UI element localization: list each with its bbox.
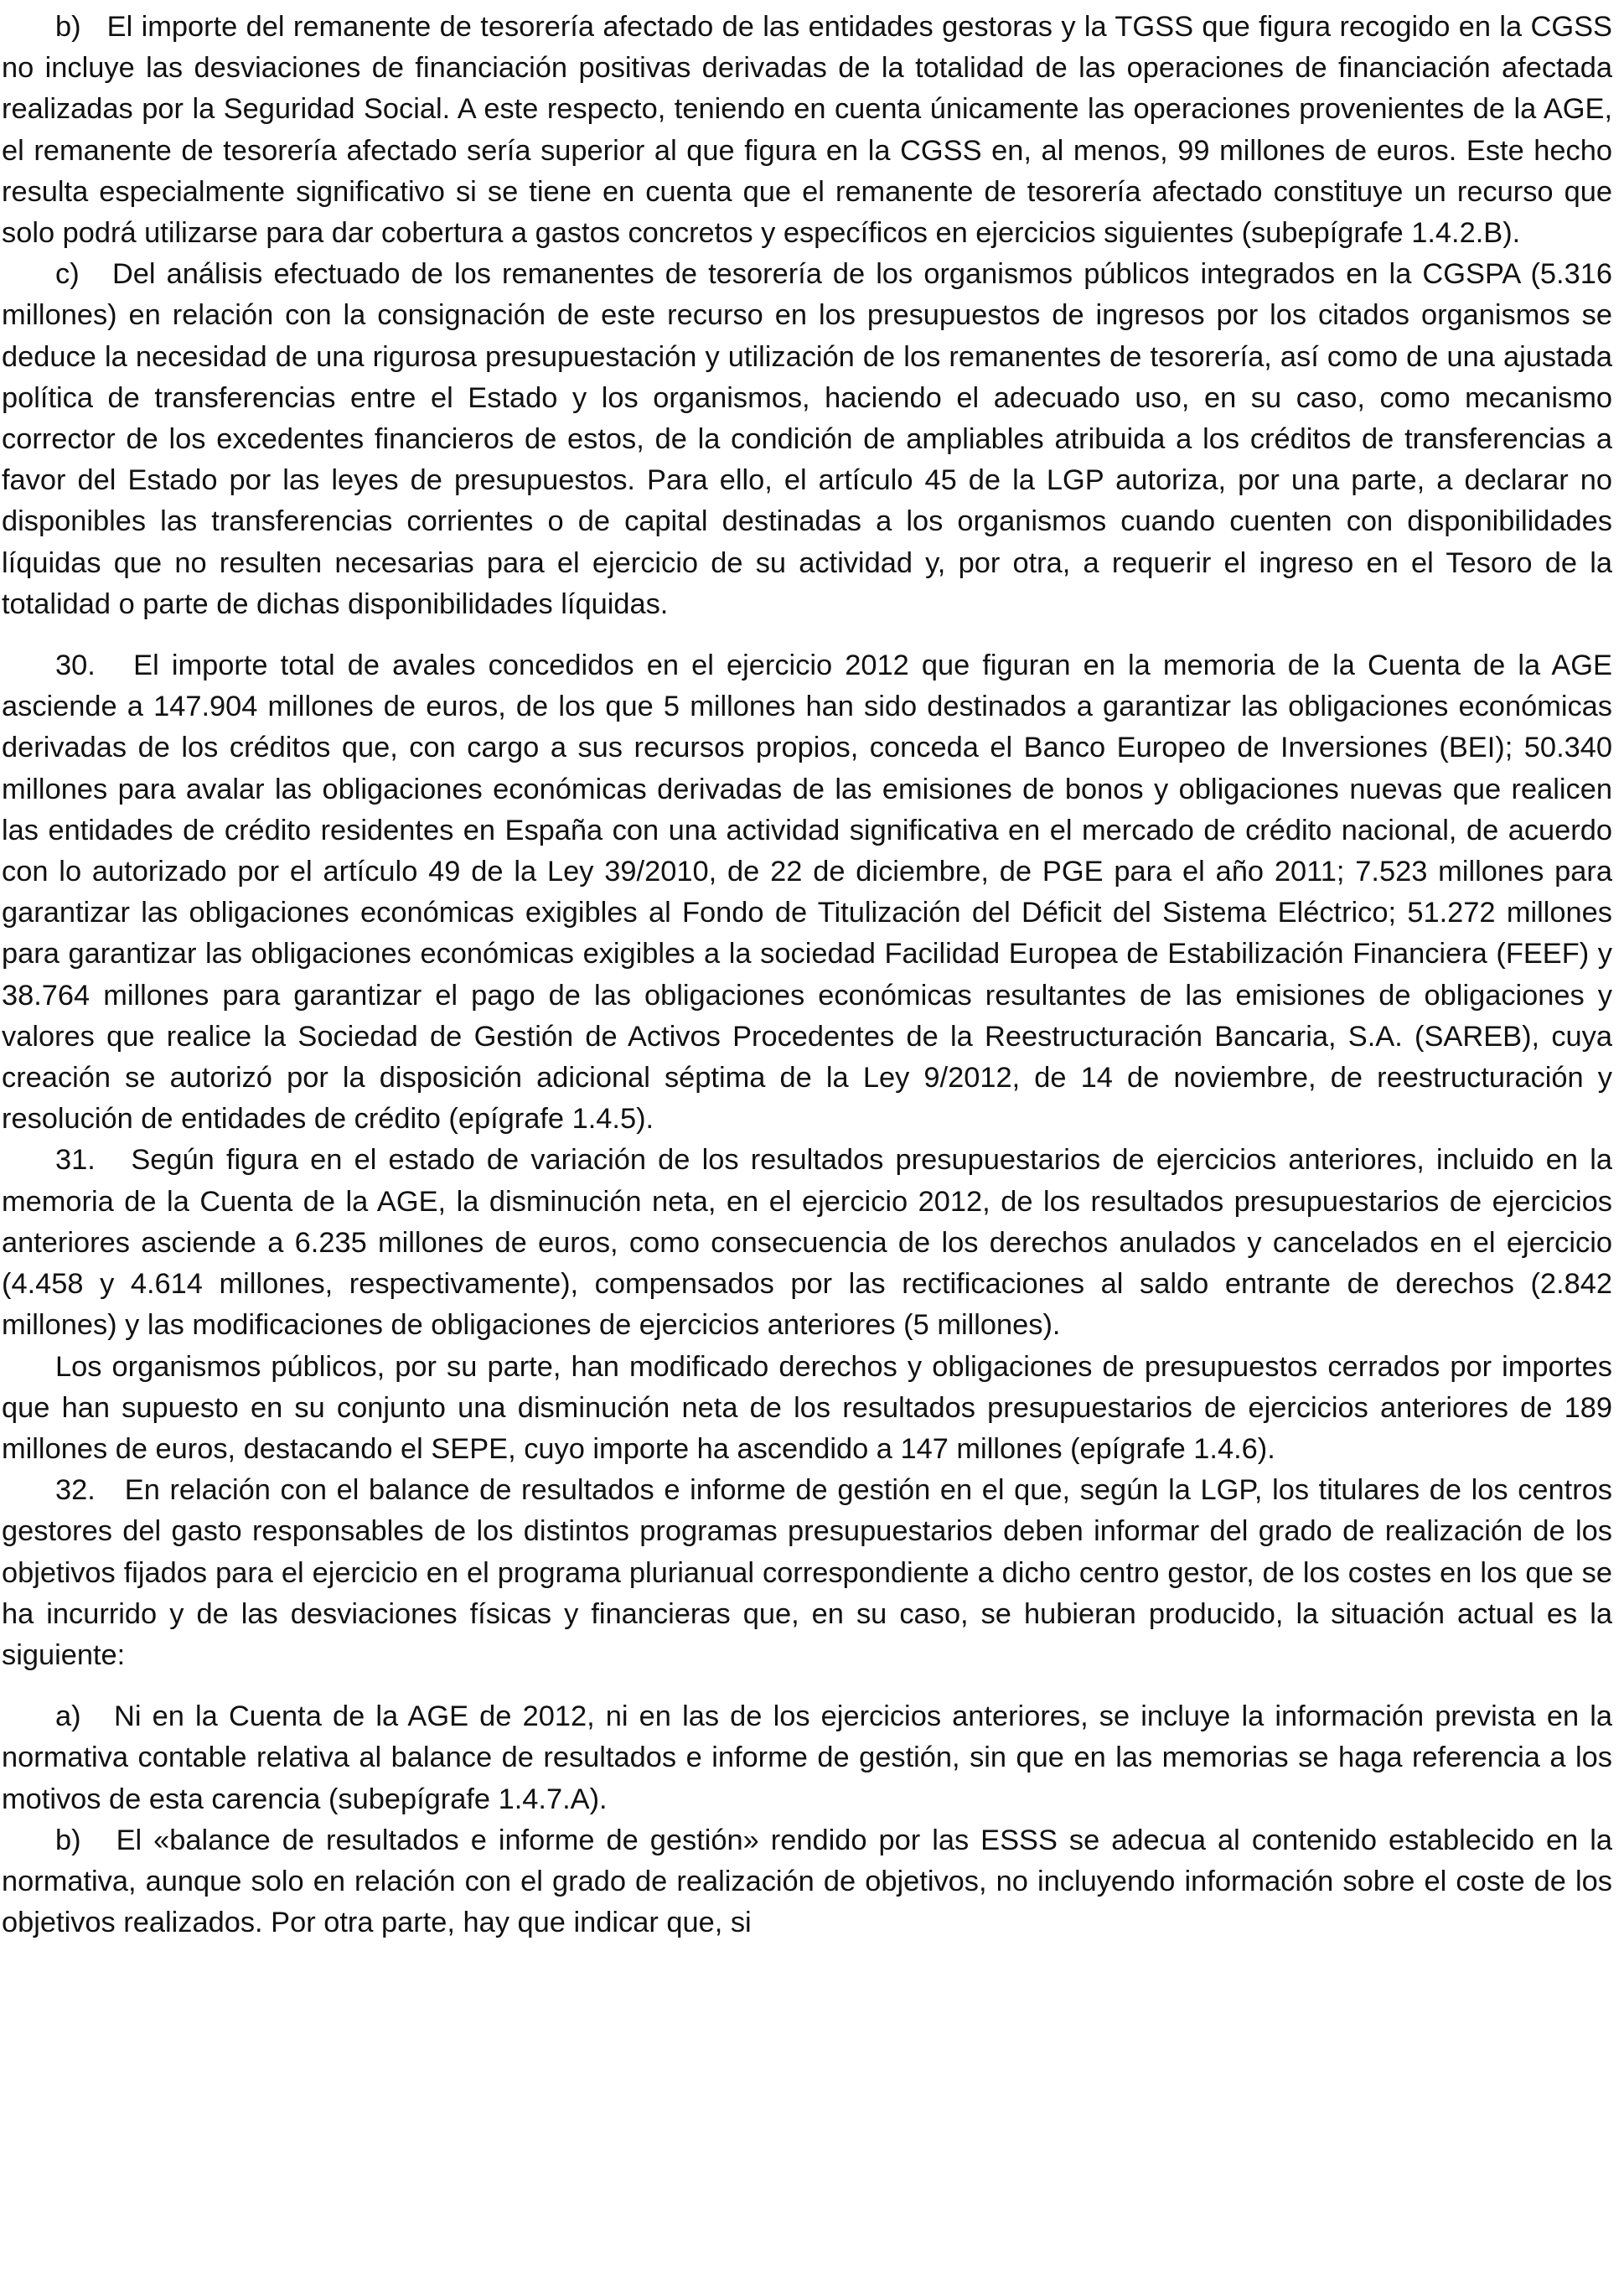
- paragraph-number: 31.: [55, 1144, 96, 1177]
- paragraph-text: El importe del remanente de tesorería afectado de las entidades gestoras y la TGSS que figura recogido en la CGSS no incluye las desviaciones de financiación positivas derivadas de la totalidad de las operaciones de financiación afectada realizadas por la Seguridad Social. A este respecto, teniendo en cuenta únicamente las operaciones provenientes de la AGE, el remanente de tesorería afectado sería superior al que figura en la CGSS en, al menos, 99 millones de euros. Este hecho resulta especialmente significativo si se tiene en cuenta que el remanente de tesorería afectado constituye un recurso que solo podrá utilizarse para dar cobertura a gastos concretos y específicos en ejercicios siguientes (subepígrafe 1.4.2.B).: [2, 11, 1612, 250]
- paragraph-text: Según figura en el estado de variación de los resultados presupuestarios de ejercicios anteriores, incluido en la memoria de la Cuenta de la AGE, la disminución neta, en el ejercicio 2012, de los resultados presupuestarios de ejercicios anteriores asciende a 6.235 millones de euros, como consecuencia de los derechos anulados y cancelados en el ejercicio (4.458 y 4.614 millones, respectivamente), compensados por las rectificaciones al saldo entrante de derechos (2.842 millones) y las modificaciones de obligaciones de ejercicios anteriores (5 millones).: [2, 1144, 1612, 1342]
- paragraph-30-avales: [2, 645, 1612, 1140]
- paragraph-text: Los organismos públicos, por su parte, han modificado derechos y obligaciones de presupuestos cerrados por importes que han supuesto en su conjunto una disminución neta de los resultados presupuestarios de ejercicios anteriores de 189 millones de euros, destacando el SEPE, cuyo importe ha ascendido a 147 millones (epígrafe 1.4.6).: [2, 1350, 1612, 1465]
- paragraph-a-cuenta-age: [2, 1696, 1612, 1820]
- paragraph-c-remanentes-cgspa: [2, 254, 1612, 625]
- paragraph-label: b): [55, 11, 81, 43]
- paragraph-number: 32.: [55, 1474, 96, 1507]
- paragraph-number: 30.: [55, 650, 96, 682]
- paragraph-label: c): [55, 258, 80, 291]
- paragraph-text: En relación con el balance de resultados e informe de gestión en el que, según la LGP, los titulares de los centros gestores del gasto responsables de los distintos programas presupuestarios deben informar del grado de realización de los objetivos fijados para el ejercicio en el programa plurianual correspondiente a dicho centro gestor, de los costes en los que se ha incurrido y de las desviaciones físicas y financieras que, en su caso, se hubieran producido, la situación actual es la siguiente:: [2, 1474, 1613, 1671]
- paragraph-label: b): [55, 1824, 81, 1856]
- paragraph-text: El «balance de resultados e informe de gestión» rendido por las ESSS se adecua al contenido establecido en la normativa, aunque solo en relación con el grado de realización de objetivos, no incluyendo información sobre el coste de los objetivos realizados. Por otra parte, hay que indicar que, si: [2, 1824, 1612, 1939]
- paragraph-label: a): [55, 1700, 81, 1733]
- paragraph-text: Del análisis efectuado de los remanentes de tesorería de los organismos públicos integrados en la CGSPA (5.316 millones) en relación con la consignación de este recurso en los presupuestos de ingresos por los citados organismos se deduce la necesidad de una rigurosa presupuestación y utilización de los remanentes de tesorería, así como de una ajustada política de transferencias entre el Estado y los organismos, haciendo el adecuado uso, en su caso, como mecanismo corrector de los excedentes financieros de estos, de la condición de ampliables atribuida a los créditos de transferencias a favor del Estado por las leyes de presupuestos. Para ello, el artículo 45 de la LGP autoriza, por una parte, a declarar no disponibles las transferencias corrientes o de capital destinadas a los organismos cuando cuenten con disponibilidades líquidas que no resulten necesarias para el ejercicio de su actividad y, por otra, a requerir el ingreso en el Tesoro de la totalidad o parte de dichas disponibilidades líquidas.: [2, 258, 1612, 620]
- paragraph-organismos-publicos: [2, 1347, 1612, 1471]
- paragraph-31-resultados: [2, 1140, 1612, 1346]
- paragraph-text: Ni en la Cuenta de la AGE de 2012, ni en las de los ejercicios anteriores, se incluye la información prevista en la normativa contable relativa al balance de resultados e informe de gestión, sin que en las memorias se haga referencia a los motivos de esta carencia (subepígrafe 1.4.7.A).: [2, 1700, 1612, 1815]
- paragraph-text: El importe total de avales concedidos en el ejercicio 2012 que figuran en la memoria de la Cuenta de la AGE asciende a 147.904 millones de euros, de los que 5 millones han sido destinados a garantizar las obligaciones económicas derivadas de los créditos que, con cargo a sus recursos propios, conceda el Banco Europeo de Inversiones (BEI); 50.340 millones para avalar las obligaciones económicas derivadas de las emisiones de bonos y obligaciones nuevas que realicen las entidades de crédito residentes en España con una actividad significativa en el mercado de crédito nacional, de acuerdo con lo autorizado por el artículo 49 de la Ley 39/2010, de 22 de diciembre, de PGE para el año 2011; 7.523 millones para garantizar las obligaciones económicas exigibles al Fondo de Titulización del Déficit del Sistema Eléctrico; 51.272 millones para garantizar las obligaciones económicas exigibles a la sociedad Facilidad Europea de Estabilización Financiera (FEEF) y 38.764 millones para garantizar el pago de las obligaciones económicas resultantes de las emisiones de obligaciones y valores que realice la Sociedad de Gestión de Activos Procedentes de la Reestructuración Bancaria, S.A. (SAREB), cuya creación se autorizó por la disposición adicional séptima de la Ley 9/2012, de 14 de noviembre, de reestructuración y resolución de entidades de crédito (epígrafe 1.4.5).: [2, 650, 1612, 1136]
- paragraph-b-remanente-tgss: [2, 7, 1612, 254]
- paragraph-32-balance: [2, 1470, 1612, 1676]
- paragraph-b-esss: [2, 1820, 1612, 1944]
